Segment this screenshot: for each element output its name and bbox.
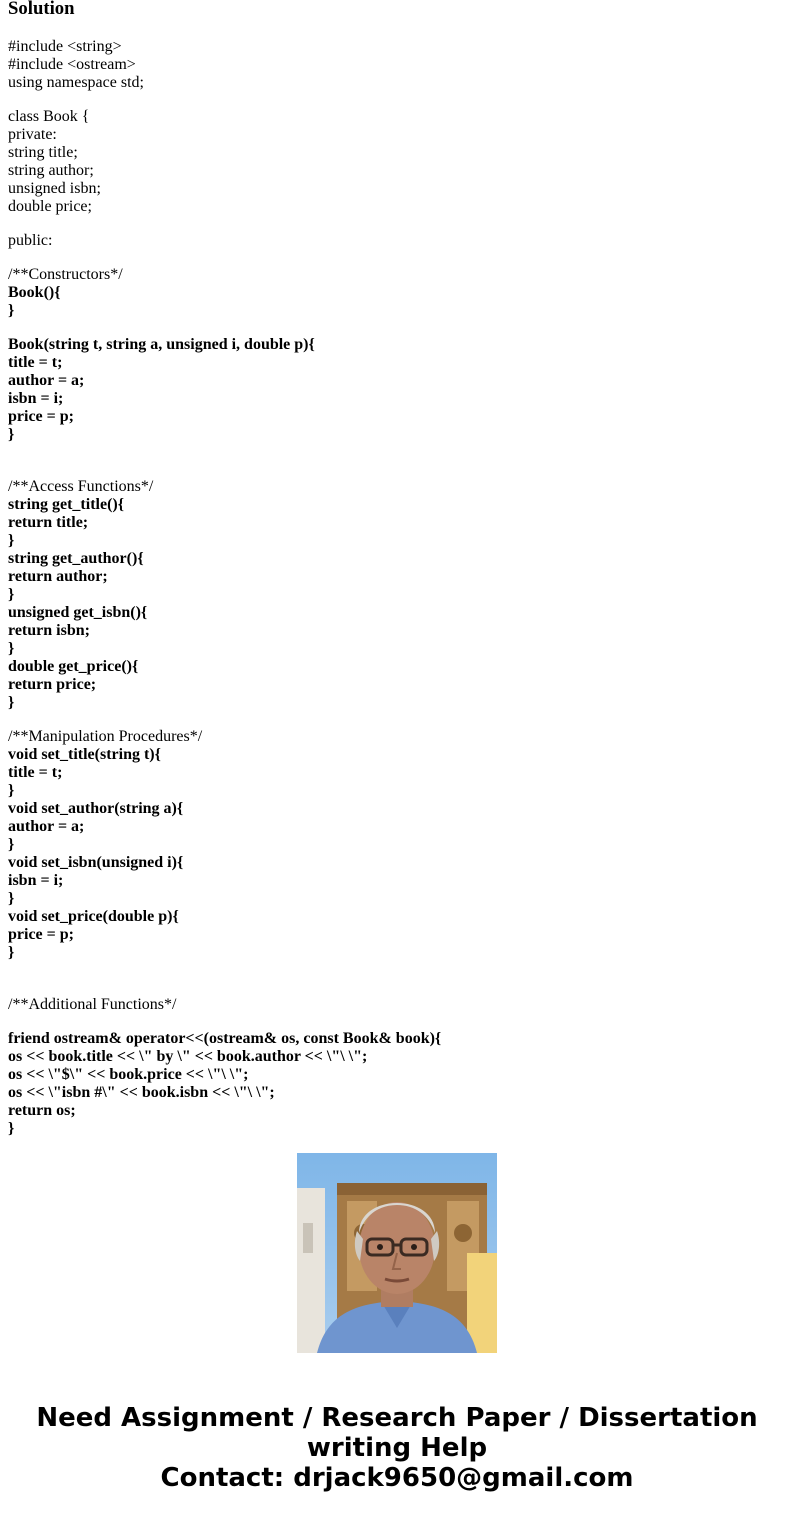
code-comment: /**Additional Functions*/ <box>8 996 177 1013</box>
code-line: } <box>8 782 15 799</box>
code-line: author = a; <box>8 818 85 835</box>
code-line: private: <box>8 126 57 143</box>
code-line: title = t; <box>8 354 63 371</box>
promo-line: Need Assignment / Research Paper / Dissertation <box>36 1403 758 1433</box>
solution-section <box>8 0 788 1137</box>
code-comment: /**Constructors*/ <box>8 266 123 283</box>
code-line: } <box>8 532 15 549</box>
code-line: string title; <box>8 144 78 161</box>
code-line: os << \"$\" << book.price << \"\ \"; <box>8 1066 249 1083</box>
code-line: } <box>8 426 15 443</box>
code-line: #include <string> <box>8 38 122 55</box>
code-line: return author; <box>8 568 108 585</box>
person-portrait-icon <box>297 1153 497 1353</box>
contact-email: Contact: drjack9650@gmail.com <box>160 1463 634 1493</box>
code-line: } <box>8 640 15 657</box>
code-line: } <box>8 944 15 961</box>
promo-line: writing Help <box>306 1433 488 1463</box>
code-line: isbn = i; <box>8 390 64 407</box>
code-line: friend ostream& operator<<(ostream& os, const Book& book){ <box>8 1030 442 1047</box>
code-line: using namespace std; <box>8 74 144 91</box>
code-line: void set_title(string t){ <box>8 746 161 763</box>
code-line: void set_isbn(unsigned i){ <box>8 854 184 871</box>
code-block <box>8 38 788 1138</box>
code-line: void set_author(string a){ <box>8 800 184 817</box>
code-line: } <box>8 1120 15 1137</box>
code-line: public: <box>8 232 53 249</box>
author-photo <box>297 1153 497 1353</box>
code-line: class Book { <box>8 108 90 125</box>
code-comment: /**Access Functions*/ <box>8 478 154 495</box>
code-line: } <box>8 694 15 711</box>
code-line: string get_title(){ <box>8 496 125 513</box>
code-line: price = p; <box>8 408 74 425</box>
code-line: return os; <box>8 1102 76 1119</box>
code-line: #include <ostream> <box>8 56 136 73</box>
code-line: double get_price(){ <box>8 658 139 675</box>
code-line: } <box>8 836 15 853</box>
code-line: return title; <box>8 514 89 531</box>
code-line: os << \"isbn #\" << book.isbn << \"\ \"; <box>8 1084 275 1101</box>
code-line: author = a; <box>8 372 85 389</box>
code-line: string author; <box>8 162 94 179</box>
code-line: price = p; <box>8 926 74 943</box>
code-line: isbn = i; <box>8 872 64 889</box>
code-line: } <box>8 302 15 319</box>
promo-banner <box>0 1403 794 1493</box>
code-line: void set_price(double p){ <box>8 908 179 925</box>
code-line: unsigned get_isbn(){ <box>8 604 148 621</box>
code-line: return price; <box>8 676 97 693</box>
code-comment: /**Manipulation Procedures*/ <box>8 728 203 745</box>
code-line: Book(){ <box>8 284 61 301</box>
solution-heading: Solution <box>8 0 75 19</box>
code-line: } <box>8 890 15 907</box>
code-line: title = t; <box>8 764 63 781</box>
code-line: os << book.title << \" by \" << book.author << \"\ \"; <box>8 1048 368 1065</box>
code-line: unsigned isbn; <box>8 180 101 197</box>
code-line: string get_author(){ <box>8 550 144 567</box>
code-line: return isbn; <box>8 622 90 639</box>
code-line: } <box>8 586 15 603</box>
code-line: Book(string t, string a, unsigned i, double p){ <box>8 336 315 353</box>
code-line: double price; <box>8 198 92 215</box>
